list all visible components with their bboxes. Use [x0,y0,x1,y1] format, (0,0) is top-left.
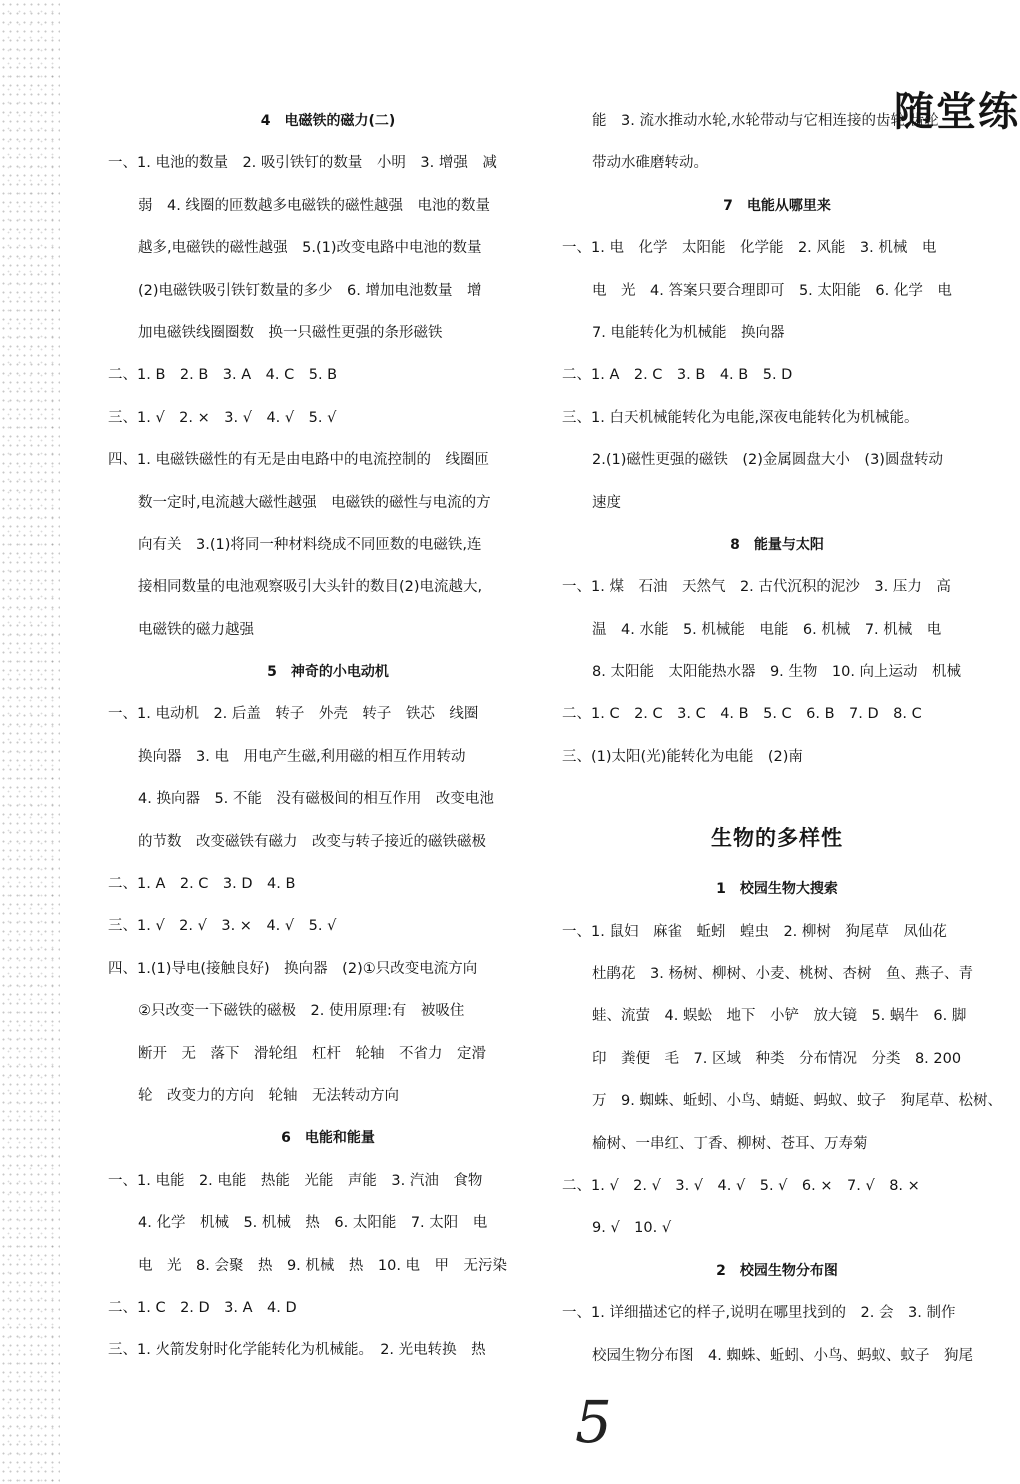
answer-line: 二、1. A 2. C 3. D 4. B [108,876,296,893]
answer-line: 万 9. 蜘蛛、蚯蚓、小鸟、蜻蜓、蚂蚁、蚊子 狗尾草、松树、 [592,1093,1002,1110]
answer-line: 弱 4. 线圈的匝数越多电磁铁的磁性越强 电池的数量 [138,197,490,214]
answer-line: 能 3. 流水推动水轮,水轮带动与它相连接的齿轮,齿轮 [592,113,939,129]
section-heading: 6 电能和能量 [281,1130,375,1147]
answer-line: 三、1. √ 2. × 3. √ 4. √ 5. √ [108,409,337,426]
chapter-title: 生物的多样性 [711,826,843,851]
answer-line: 三、(1)太阳(光)能转化为电能 (2)南 [562,748,803,765]
answer-line: 带动水碓磨转动。 [592,155,708,172]
answer-line: 二、1. B 2. B 3. A 4. C 5. B [108,367,338,384]
answer-line: 三、1. √ 2. √ 3. × 4. √ 5. √ [108,918,337,935]
answer-line: ②只改变一下磁铁的磁极 2. 使用原理:有 被吸住 [138,1003,465,1020]
answer-line: 电 光 8. 会聚 热 9. 机械 热 10. 电 甲 无污染 [138,1257,508,1274]
answer-line: 接相同数量的电池观察吸引大头针的数目(2)电流越大, [138,579,483,596]
answer-line: 数一定时,电流越大磁性越强 电磁铁的磁性与电流的方 [138,494,491,511]
answer-line: 蛙、流萤 4. 蜈蚣 地下 小铲 放大镜 5. 蜗牛 6. 脚 [592,1008,967,1025]
answer-line: 一、1. 鼠妇 麻雀 蚯蚓 蝗虫 2. 柳树 狗尾草 凤仙花 [562,923,947,940]
answer-line: 杜鹃花 3. 杨树、柳树、小麦、桃树、杏树 鱼、燕子、青 [592,966,973,983]
answer-line: 一、1. 煤 石油 天然气 2. 古代沉积的泥沙 3. 压力 高 [562,579,951,596]
section-heading: 2 校园生物分布图 [716,1262,838,1279]
answer-line: 9. √ 10. √ [592,1220,672,1237]
section-heading: 8 能量与太阳 [730,536,824,553]
header-title: 随堂练 [894,88,1020,135]
left-column [108,100,548,1372]
answer-line: 温 4. 水能 5. 机械能 电能 6. 机械 7. 机械 电 [592,621,942,638]
answer-line: 向有关 3.(1)将同一种材料绕成不同匝数的电磁铁,连 [138,536,482,553]
answer-line: 一、1. 电池的数量 2. 吸引铁钉的数量 小明 3. 增强 减 [108,155,497,172]
answer-line: 一、1. 电动机 2. 后盖 转子 外壳 转子 铁芯 线圈 [108,706,479,723]
scan-edge-noise [0,0,60,1484]
section-heading: 5 神奇的小电动机 [267,664,389,681]
answer-line: 四、1. 电磁铁磁性的有无是由电路中的电流控制的 线圈匝 [108,452,489,469]
answer-line: 印 粪便 毛 7. 区域 种类 分布情况 分类 8. 200 [592,1050,962,1067]
answer-line: 8. 太阳能 太阳能热水器 9. 生物 10. 向上运动 机械 [592,664,962,681]
answer-line: 的节数 改变磁铁有磁力 改变与转子接近的磁铁磁极 [138,833,486,850]
page-number: 5 [575,1388,612,1456]
answer-line: 一、1. 电 化学 太阳能 化学能 2. 风能 3. 机械 电 [562,240,937,257]
section-heading: 7 电能从哪里来 [723,197,831,214]
answer-line: 2.(1)磁性更强的磁铁 (2)金属圆盘大小 (3)圆盘转动 [592,452,943,469]
answer-line: 4. 换向器 5. 不能 没有磁极间的相互作用 改变电池 [138,791,494,808]
answer-line: 二、1. C 2. C 3. C 4. B 5. C 6. B 7. D 8. C [562,706,922,723]
answer-line: 二、1. A 2. C 3. B 4. B 5. D [562,367,793,384]
answer-line: 断开 无 落下 滑轮组 杠杆 轮轴 不省力 定滑 [138,1045,486,1062]
answer-line: 三、1. 白天机械能转化为电能,深夜电能转化为机械能。 [562,409,919,426]
section-heading: 1 校园生物大搜索 [716,881,838,898]
answer-line: 校园生物分布图 4. 蜘蛛、蚯蚓、小鸟、蚂蚁、蚊子 狗尾 [592,1347,973,1364]
answer-line: 电 光 4. 答案只要合理即可 5. 太阳能 6. 化学 电 [592,282,952,299]
answer-line: (2)电磁铁吸引铁钉数量的多少 6. 增加电池数量 增 [138,282,482,299]
answer-line: 电磁铁的磁力越强 [138,621,254,638]
answer-line: 三、1. 火箭发射时化学能转化为机械能。 2. 光电转换 热 [108,1342,486,1359]
answer-line: 二、1. √ 2. √ 3. √ 4. √ 5. √ 6. × 7. √ 8. × [562,1177,920,1194]
answer-line: 一、1. 电能 2. 电能 热能 光能 声能 3. 汽油 食物 [108,1172,483,1189]
answer-line: 轮 改变力的方向 轮轴 无法转动方向 [138,1087,399,1104]
answer-line: 4. 化学 机械 5. 机械 热 6. 太阳能 7. 太阳 电 [138,1215,488,1232]
answer-line: 二、1. C 2. D 3. A 4. D [108,1299,297,1316]
section-heading: 4 电磁铁的磁力(二) [260,113,396,129]
answer-line: 换向器 3. 电 用电产生磁,利用磁的相互作用转动 [138,748,466,765]
answer-line: 7. 电能转化为机械能 换向器 [592,324,785,341]
answer-line: 速度 [592,494,621,511]
answer-line: 越多,电磁铁的磁性越强 5.(1)改变电路中电池的数量 [138,240,482,257]
answer-line: 榆树、一串红、丁香、柳树、苍耳、万寿菊 [592,1135,868,1152]
right-column [562,100,1002,1377]
answer-line: 四、1.(1)导电(接触良好) 换向器 (2)①只改变电流方向 [108,960,478,977]
answer-line: 加电磁铁线圈圈数 换一只磁性更强的条形磁铁 [138,324,443,341]
answer-line: 一、1. 详细描述它的样子,说明在哪里找到的 2. 会 3. 制作 [562,1305,956,1322]
